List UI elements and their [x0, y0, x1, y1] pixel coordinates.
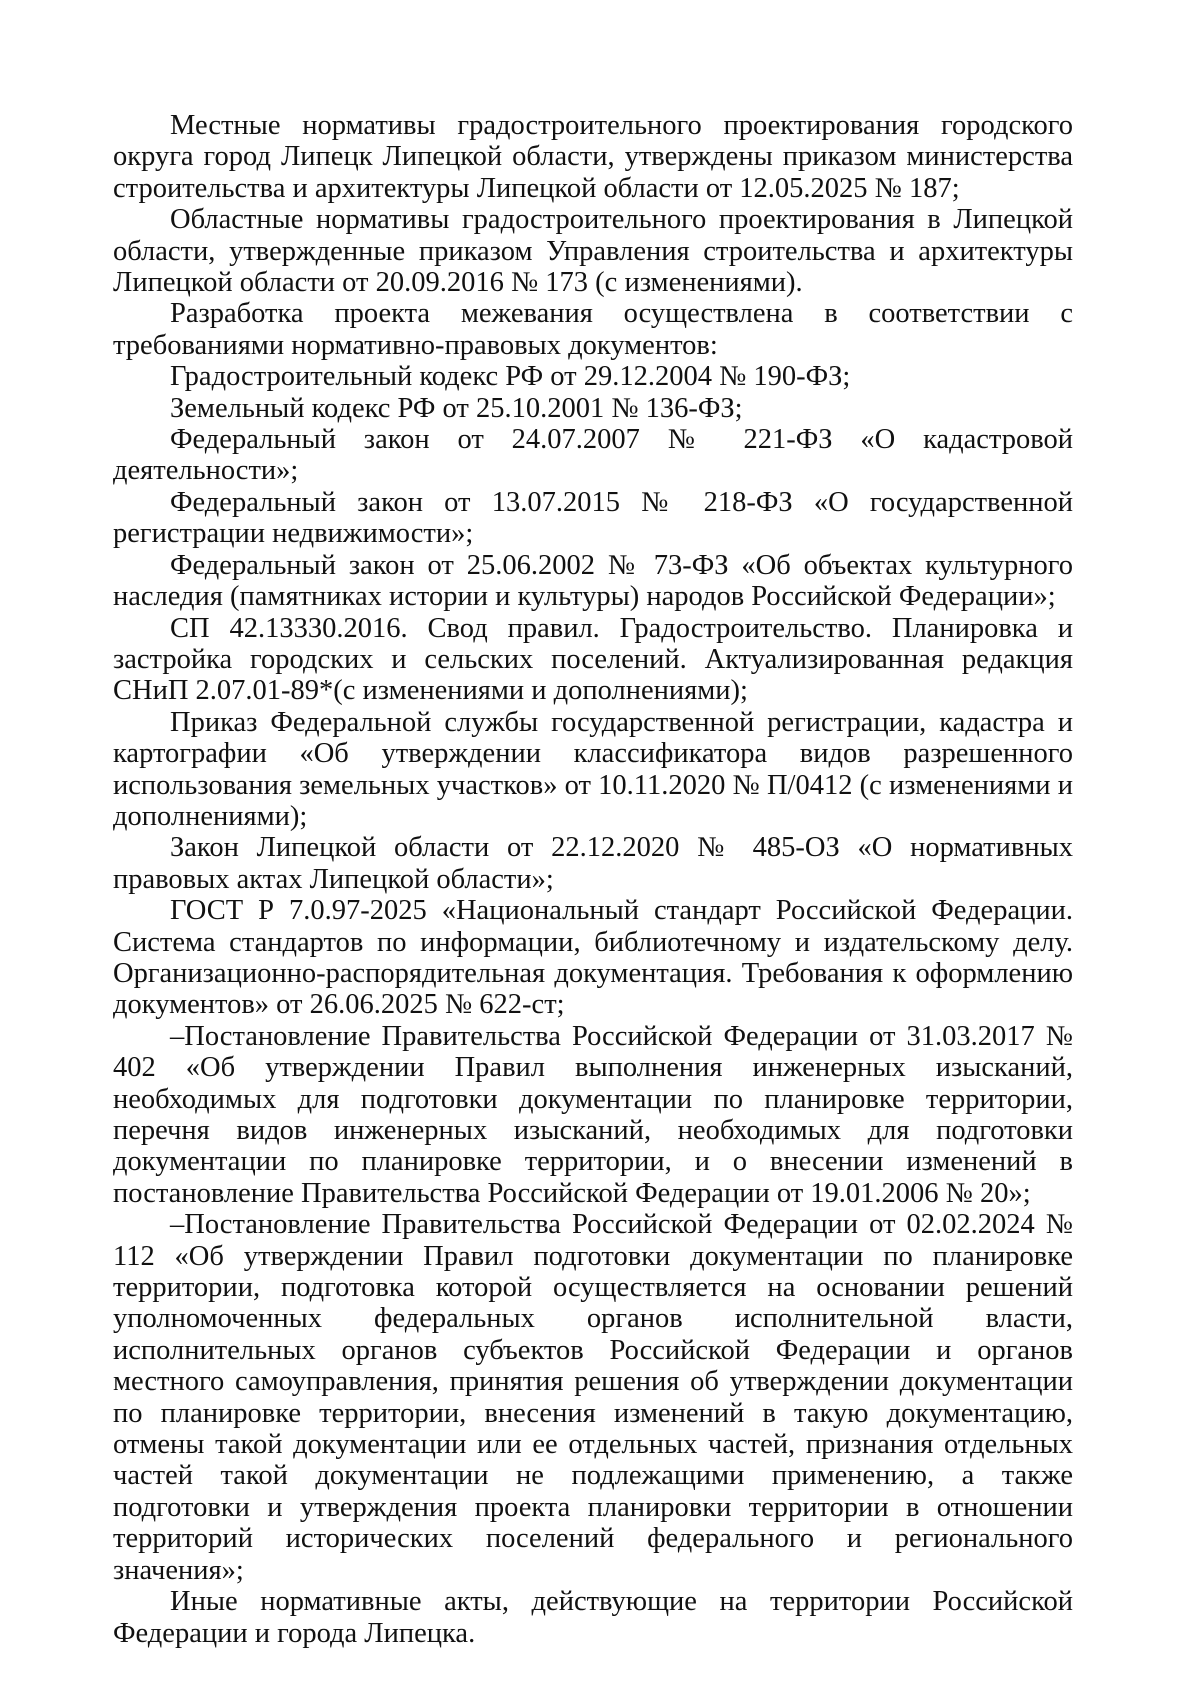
paragraph-cadastral-law: Федеральный закон от 24.07.2007 № 221-ФЗ «О кадастровой деятельности»; — [113, 424, 1073, 487]
paragraph-registration-law: Федеральный закон от 13.07.2015 № 218-ФЗ «О государственной регистрации недвижимости»; — [113, 486, 1073, 550]
paragraph-decree-112: –Постановление Правительства Российской Федерации от 02.02.2024 № 112 «Об утверждении Правил подготовки документации по планировке территории, подготовка которой осуществляется на основании решений уполномоченных федеральных органов исполнительной власти, исполнительных органов субъектов Российской Федерации и органов местного самоуправления, принятия решения об утверждении документации по планировке территории, внесения изменений в такую документацию, отмены такой документации или ее отдельных частей, признания отдельных частей такой документации не подлежащими применению, а также подготовки и утверждения проекта планировки территории в отношении территорий исторических поселений федерального и регионального значения»; — [113, 1209, 1073, 1586]
paragraph-lipetsk-law: Закон Липецкой области от 22.12.2020 № 485-ОЗ «О нормативных правовых актах Липецкой области»; — [113, 832, 1073, 895]
document-page — [113, 110, 1073, 1649]
paragraph-town-planning-code: Градостроительный кодекс РФ от 29.12.2004 № 190-ФЗ; — [170, 361, 851, 393]
paragraph-development-basis: Разработка проекта межевания осуществлена в соответствии с требованиями нормативно-правовых документов: — [113, 298, 1073, 361]
paragraph-land-code: Земельный кодекс РФ от 25.10.2001 № 136-ФЗ; — [170, 392, 743, 424]
paragraph-regional-standards: Областные нормативы градостроительного проектирования в Липецкой области, утвержденные приказом Управления строительства и архитектуры Липецкой области от 20.09.2016 № 173 (с изменениями). — [113, 204, 1073, 299]
paragraph-sp-42: СП 42.13330.2016. Свод правил. Градостроительство. Планировка и застройка городских и сельских поселений. Актуализированная редакция СНиП 2.07.01-89*(с изменениями и дополнениями); — [113, 612, 1073, 707]
paragraph-gost: ГОСТ Р 7.0.97-2025 «Национальный стандарт Российской Федерации. Система стандартов по информации, библиотечному и издательскому делу. Организационно-распорядительная документация. Требования к оформлению документов» от 26.06.2025 № 622-ст; — [113, 895, 1073, 1021]
paragraph-local-standards: Местные нормативы градостроительного проектирования городского округа город Липецк Липецкой области, утверждены приказом министерства строительства и архитектуры Липецкой области от 12.05.2025 № 187; — [113, 110, 1073, 204]
paragraph-rosreestr-order: Приказ Федеральной службы государственной регистрации, кадастра и картографии «Об утверждении классификатора видов разрешенного использования земельных участков» от 10.11.2020 № П/0412 (с изменениями и дополнениями); — [113, 706, 1073, 832]
paragraph-cultural-heritage-law: Федеральный закон от 25.06.2002 № 73-ФЗ «Об объектах культурного наследия (памятниках истории и культуры) народов Российской Федерации»; — [113, 549, 1073, 613]
paragraph-other-acts: Иные нормативные акты, действующие на территории Российской Федерации и города Липецка. — [113, 1586, 1073, 1649]
paragraph-decree-402: –Постановление Правительства Российской Федерации от 31.03.2017 № 402 «Об утверждении Правил выполнения инженерных изысканий, необходимых для подготовки документации по планировке территории, перечня видов инженерных изысканий, необходимых для подготовки документации по планировке территории, и о внесении изменений в постановление Правительства Российской Федерации от 19.01.2006 № 20»; — [113, 1020, 1073, 1209]
